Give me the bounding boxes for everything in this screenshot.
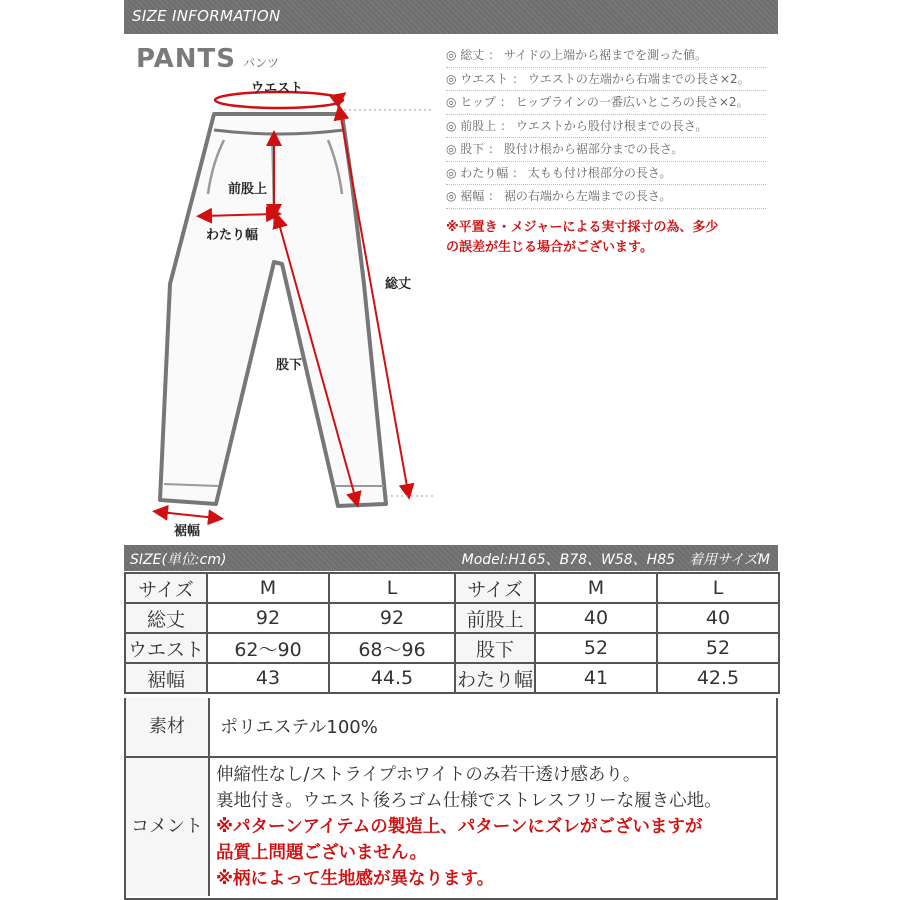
note-item: ◎ 前股上 ： ウエストから股付け根までの長さ。: [446, 115, 766, 139]
table-cell: 68〜96: [329, 633, 455, 663]
label-thigh: わたり幅: [206, 228, 259, 243]
material-label: 素材: [126, 698, 210, 756]
note-item: ◎ ヒップ ： ヒップラインの一番広いところの長さ×2。: [446, 91, 766, 115]
label-hem: 裾幅: [174, 524, 201, 539]
comment-lines: [216, 762, 722, 892]
warning-line: ※平置き・メジャーによる実寸採寸の為、多少: [446, 220, 719, 235]
comment-line: 裏地付き。ウエスト後ろゴム仕様でストレスフリーな履き心地。: [216, 791, 722, 811]
label-inseam: 股下: [276, 358, 303, 373]
table-cell: 40: [657, 603, 779, 633]
material-row: [124, 698, 778, 758]
table-cell: L: [657, 573, 779, 603]
table-cell: 裾幅: [125, 663, 207, 693]
comment-label: コメント: [126, 758, 210, 896]
label-waist: ウエスト: [251, 81, 304, 96]
comment-line: ※柄によって生地感が異なります。: [216, 869, 495, 889]
comment-line: 品質上問題ございません。: [216, 843, 428, 863]
table-cell: 43: [207, 663, 329, 693]
comment-line: 伸縮性なし/ストライプホワイトのみ若干透け感あり。: [216, 765, 641, 785]
table-cell: 42.5: [657, 663, 779, 693]
table-cell: 52: [535, 633, 657, 663]
warning-line: の誤差が生じる場合がございます。: [446, 240, 653, 255]
brand-sub: パンツ: [243, 56, 280, 70]
table-cell: 総丈: [125, 603, 207, 633]
header-title: SIZE INFORMATION: [132, 7, 281, 25]
table-row: [125, 663, 779, 693]
label-length: 総丈: [385, 277, 412, 292]
measurement-warning: [446, 218, 776, 258]
size-unit-label: SIZE(単位:cm): [130, 552, 227, 568]
note-item: ◎ 股下 ： 股付け根から裾部分までの長さ。: [446, 138, 766, 162]
table-cell: サイズ: [455, 573, 535, 603]
table-row: [125, 603, 779, 633]
table-row: [125, 573, 779, 603]
table-cell: サイズ: [125, 573, 207, 603]
label-front-rise: 前股上: [228, 182, 268, 197]
table-cell: 41: [535, 663, 657, 693]
table-cell: L: [329, 573, 455, 603]
material-value: ポリエステル100%: [220, 717, 378, 738]
table-cell: M: [535, 573, 657, 603]
table-cell: 92: [207, 603, 329, 633]
size-table: [124, 572, 780, 694]
note-item: ◎ わたり幅 ： 太もも付け根部分の長さ。: [446, 162, 766, 186]
table-cell: 52: [657, 633, 779, 663]
comment-row: [124, 758, 778, 900]
model-info: Model:H165、B78、W58、H85 着用サイズM: [461, 552, 770, 568]
table-cell: ウエスト: [125, 633, 207, 663]
table-cell: 40: [535, 603, 657, 633]
comment-line: ※パターンアイテムの製造上、パターンにズレがございますが: [216, 817, 703, 837]
note-item: ◎ 裾幅 ： 裾の右端から左端までの長さ。: [446, 185, 766, 209]
table-row: [125, 633, 779, 663]
table-cell: 前股上: [455, 603, 535, 633]
table-cell: わたり幅: [455, 663, 535, 693]
table-cell: M: [207, 573, 329, 603]
table-cell: 股下: [455, 633, 535, 663]
note-item: ◎ ウエスト ： ウエストの左端から右端までの長さ×2。: [446, 68, 766, 92]
note-item: ◎ 総丈 ： サイドの上端から裾までを測った値。: [446, 44, 766, 68]
table-cell: 62〜90: [207, 633, 329, 663]
table-cell: 44.5: [329, 663, 455, 693]
brand-name: PANTS: [136, 44, 237, 74]
table-cell: 92: [329, 603, 455, 633]
size-bar: [124, 545, 778, 571]
measurement-notes: [446, 44, 766, 209]
header-bar: [124, 0, 778, 34]
